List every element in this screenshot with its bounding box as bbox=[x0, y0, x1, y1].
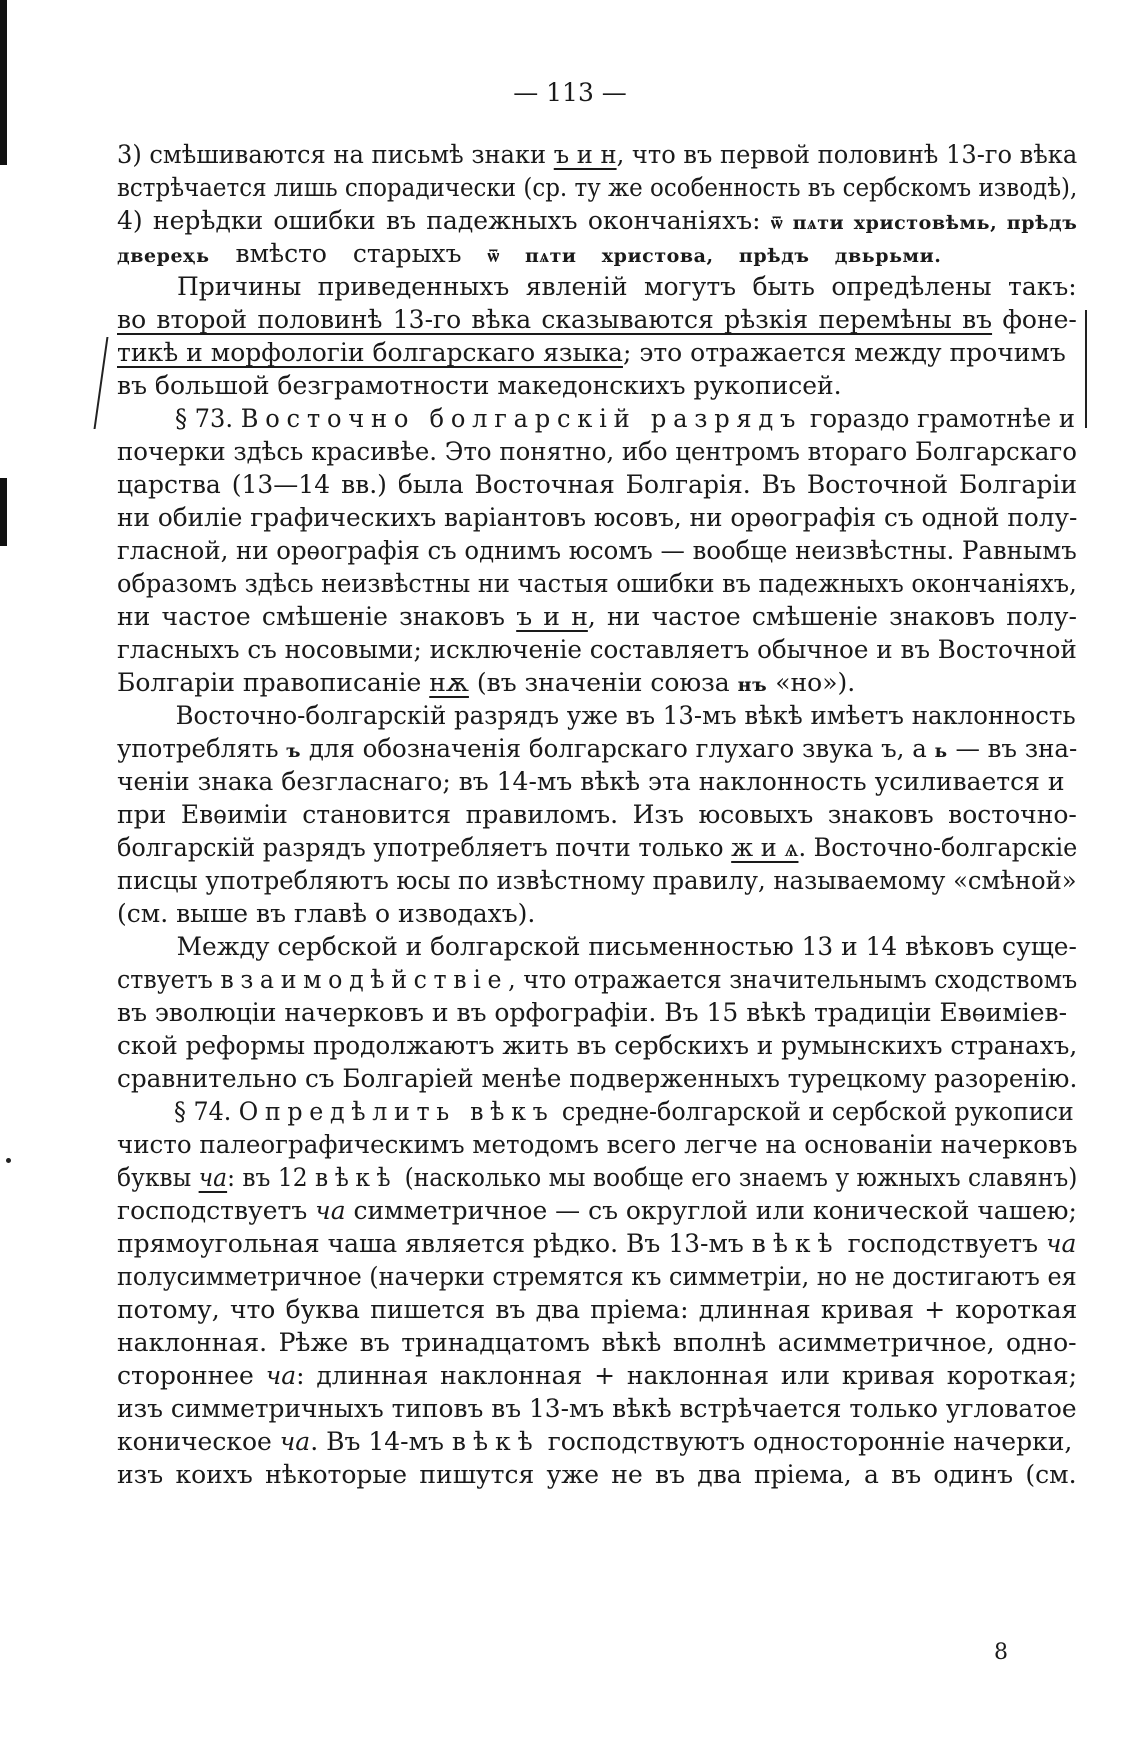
text-line bbox=[117, 897, 1077, 930]
text-line bbox=[117, 1227, 1077, 1260]
text-run: Болгаріи правописаніе bbox=[117, 668, 430, 697]
text-run: ѿ пѧти христовѣмь, прѣдъ bbox=[770, 212, 1077, 234]
text-run: нѫ bbox=[429, 668, 469, 697]
text-line bbox=[117, 1095, 1131, 1128]
text-line bbox=[117, 1359, 1077, 1392]
text-run: — въ зна- bbox=[947, 734, 1078, 763]
text-line bbox=[117, 567, 1077, 600]
text-run: ствуетъ bbox=[117, 965, 221, 994]
text-line bbox=[117, 1260, 1077, 1293]
text-run: Между сербской и болгарской письменностью 13 и 14 вѣковъ суще- bbox=[176, 932, 1077, 961]
text-line bbox=[117, 534, 1077, 567]
text-line bbox=[117, 1194, 1077, 1227]
text-run: буквы bbox=[117, 1163, 199, 1192]
text-line bbox=[117, 1326, 1077, 1359]
text-line bbox=[117, 237, 1077, 270]
text-line bbox=[117, 402, 1133, 435]
text-run: писцы употребляютъ юсы по извѣстному правилу, называемому «смѣной» bbox=[117, 866, 1077, 895]
text-line bbox=[117, 1458, 1077, 1491]
signature-mark: 8 bbox=[994, 1640, 1008, 1665]
text-run: потому, что буква пишется въ два пріема: длинная кривая + короткая bbox=[117, 1295, 1077, 1324]
text-run: ча bbox=[265, 1361, 297, 1390]
text-line bbox=[117, 1425, 1077, 1458]
margin-dot bbox=[6, 1158, 11, 1163]
text-line bbox=[117, 1062, 1077, 1095]
text-line bbox=[117, 633, 1077, 666]
text-run: , что отражается значительнымъ сходствомъ bbox=[508, 965, 1078, 994]
text-run: ни обиліе графическихъ варіантовъ юсовъ, ни орѳографія съ одной полу- bbox=[117, 503, 1078, 532]
text-line bbox=[117, 468, 1077, 501]
text-run: ; это отражается между прочимъ bbox=[622, 338, 1066, 367]
text-run: изъ симметричныхъ типовъ въ 13-мъ вѣкѣ встрѣчается только угловатое bbox=[117, 1394, 1077, 1423]
text-run: нъ bbox=[737, 674, 768, 696]
text-run: вмѣсто старыхъ bbox=[209, 239, 488, 268]
text-run: гласной, ни орѳографія съ однимъ юсомъ — вообще неизвѣстны. Равнымъ bbox=[117, 536, 1077, 565]
text-run: сравнительно съ Болгаріей менѣе подверженныхъ турецкому разоренію. bbox=[117, 1064, 1078, 1093]
text-line bbox=[117, 798, 1077, 831]
text-run: § 74. bbox=[174, 1097, 239, 1126]
text-run: Восточно-болгарскій разрядъ уже въ 13-мъ вѣкѣ имѣетъ наклонность bbox=[175, 701, 1076, 730]
body-text bbox=[117, 138, 1077, 1491]
text-run: § 73. bbox=[174, 404, 241, 433]
text-run: болгарскій разрядъ употребляетъ почти только bbox=[117, 833, 732, 862]
text-run: господствуетъ bbox=[839, 1229, 1046, 1258]
text-run: встрѣчается лишь спорадически (ср. ту же особенность въ сербскомъ изводѣ), bbox=[117, 173, 1078, 202]
text-run: полусимметричное (начерки стремятся къ симметріи, но не достигаютъ ея bbox=[117, 1262, 1077, 1291]
text-line bbox=[117, 699, 1134, 732]
text-line bbox=[117, 600, 1077, 633]
text-run: (см. выше въ главѣ о изводахъ). bbox=[117, 899, 536, 928]
text-run: ни частое смѣшеніе знаковъ bbox=[117, 602, 517, 631]
text-run: въ эволюціи начерковъ и въ орфографіи. Въ 15 вѣкѣ традиціи Евѳиміев- bbox=[117, 998, 1068, 1027]
text-run: коническое bbox=[117, 1427, 280, 1456]
text-line bbox=[117, 831, 1077, 864]
text-run: ченіи знака безгласнаго; въ 14-мъ вѣкѣ эта наклонность усиливается и bbox=[117, 767, 1065, 796]
text-run: ча bbox=[279, 1427, 311, 1456]
text-run: господствуютъ односторонніе начерки, bbox=[539, 1427, 1073, 1456]
text-run: 3) смѣшиваются на письмѣ знаки bbox=[117, 140, 554, 169]
text-run: . Восточно-болгарскіе bbox=[798, 833, 1077, 862]
text-run: Восточно болгарскій разрядъ bbox=[240, 404, 803, 433]
text-run: , что въ первой половинѣ 13-го вѣка bbox=[616, 140, 1077, 169]
text-run: гласныхъ съ носовыми; исключеніе составляетъ обычное и въ Восточной bbox=[117, 635, 1077, 664]
text-line bbox=[117, 1161, 1077, 1194]
text-line bbox=[117, 963, 1077, 996]
text-run: : въ 12 bbox=[227, 1163, 316, 1192]
text-run: ь bbox=[934, 740, 948, 762]
text-run: образомъ здѣсь неизвѣстны ни частыя ошибки въ падежныхъ окончаніяхъ, bbox=[117, 569, 1077, 598]
text-line bbox=[117, 435, 1077, 468]
text-line bbox=[117, 204, 1077, 237]
text-line bbox=[117, 1392, 1077, 1425]
text-run: ча bbox=[198, 1163, 228, 1192]
text-run: чисто палеографическимъ методомъ всего легче на основаніи начерковъ bbox=[117, 1130, 1078, 1159]
text-run: почерки здѣсь красивѣе. Это понятно, ибо центромъ втораго Болгарскаго bbox=[117, 437, 1077, 466]
text-run: : длинная наклонная + наклонная или кривая короткая; bbox=[296, 1361, 1077, 1390]
text-run: для обозначенія болгарскаго глухаго звука ъ, а bbox=[301, 734, 935, 763]
text-run: тикѣ и морфологіи болгарскаго языка bbox=[117, 338, 623, 367]
text-line bbox=[117, 270, 1077, 303]
text-line bbox=[117, 1293, 1077, 1326]
text-line bbox=[117, 171, 1077, 204]
text-line bbox=[117, 303, 1077, 336]
text-run: во второй половинѣ 13-го вѣка сказываются рѣзкія перемѣны въ bbox=[117, 305, 993, 334]
text-run: вѣкѣ bbox=[315, 1163, 398, 1192]
text-run: , ни частое смѣшеніе знаковъ полу- bbox=[587, 602, 1077, 631]
text-line bbox=[117, 666, 1077, 699]
text-run: ъ bbox=[286, 740, 302, 762]
text-line bbox=[117, 336, 1077, 369]
text-run: средне-болгарской и сербской рукописи bbox=[554, 1097, 1074, 1126]
text-run: 4) нерѣдки ошибки въ падежныхъ окончаніяхъ: bbox=[117, 206, 771, 235]
text-run: вѣкѣ bbox=[751, 1229, 840, 1258]
text-run: при Евѳиміи становится правиломъ. Изъ юсовыхъ знаковъ восточно- bbox=[117, 800, 1077, 829]
text-line bbox=[117, 138, 1077, 171]
text-run: стороннее bbox=[117, 1361, 266, 1390]
text-run: «но»). bbox=[767, 668, 856, 697]
text-run: Причины приведенныхъ явленій могутъ быть опредѣлены такъ: bbox=[177, 272, 1077, 301]
text-run: ъ и н bbox=[516, 602, 588, 631]
scan-edge-mark bbox=[0, 478, 7, 546]
text-run: ж и ѧ bbox=[731, 833, 799, 862]
text-run: въ большой безграмотности македонскихъ рукописей. bbox=[117, 371, 842, 400]
text-run: ѿ пѧти христова, прѣдъ двьрьми. bbox=[487, 245, 942, 267]
text-run: наклонная. Рѣже въ тринадцатомъ вѣкѣ вполнѣ асимметричное, одно- bbox=[117, 1328, 1077, 1357]
text-run: ской реформы продолжаютъ жить въ сербскихъ и румынскихъ странахъ, bbox=[117, 1031, 1078, 1060]
text-run: Опредѣлить вѣкъ bbox=[238, 1097, 555, 1126]
text-run: гораздо грамотнѣе и bbox=[802, 404, 1075, 433]
text-run: прямоугольная чаша является рѣдко. Въ 13-мъ bbox=[117, 1229, 752, 1258]
text-run: господствуетъ bbox=[117, 1196, 316, 1225]
page-number: — 113 — bbox=[513, 78, 627, 107]
text-line bbox=[117, 765, 1077, 798]
text-line bbox=[117, 369, 1077, 402]
text-run: царства (13—14 вв.) была Восточная Болгарія. Въ Восточной Болгаріи bbox=[117, 470, 1077, 499]
text-line bbox=[117, 732, 1077, 765]
text-run: двереҳь bbox=[117, 245, 210, 267]
text-run: (насколько мы вообще его знаемъ у южныхъ славянъ) bbox=[397, 1163, 1078, 1192]
text-line bbox=[117, 1029, 1077, 1062]
text-run: взаимодѣйствіе bbox=[220, 965, 509, 994]
text-run: симметричное — съ округлой или конической чашею; bbox=[345, 1196, 1077, 1225]
text-run: . Въ 14-мъ bbox=[310, 1427, 452, 1456]
text-run: ъ и н bbox=[553, 140, 617, 169]
text-line bbox=[117, 996, 1077, 1029]
text-run: (въ значеніи союза bbox=[468, 668, 738, 697]
text-run: вѣкѣ bbox=[451, 1427, 540, 1456]
text-run: изъ коихъ нѣкоторые пишутся уже не въ два пріема, а въ одинъ (см. bbox=[117, 1460, 1077, 1489]
text-line bbox=[117, 930, 1136, 963]
text-run: ча bbox=[1045, 1229, 1077, 1258]
text-line bbox=[117, 501, 1077, 534]
text-run: фоне- bbox=[992, 305, 1077, 334]
text-run: ча bbox=[315, 1196, 346, 1225]
text-line bbox=[117, 864, 1077, 897]
text-line bbox=[117, 1128, 1077, 1161]
text-run: употреблять bbox=[117, 734, 287, 763]
